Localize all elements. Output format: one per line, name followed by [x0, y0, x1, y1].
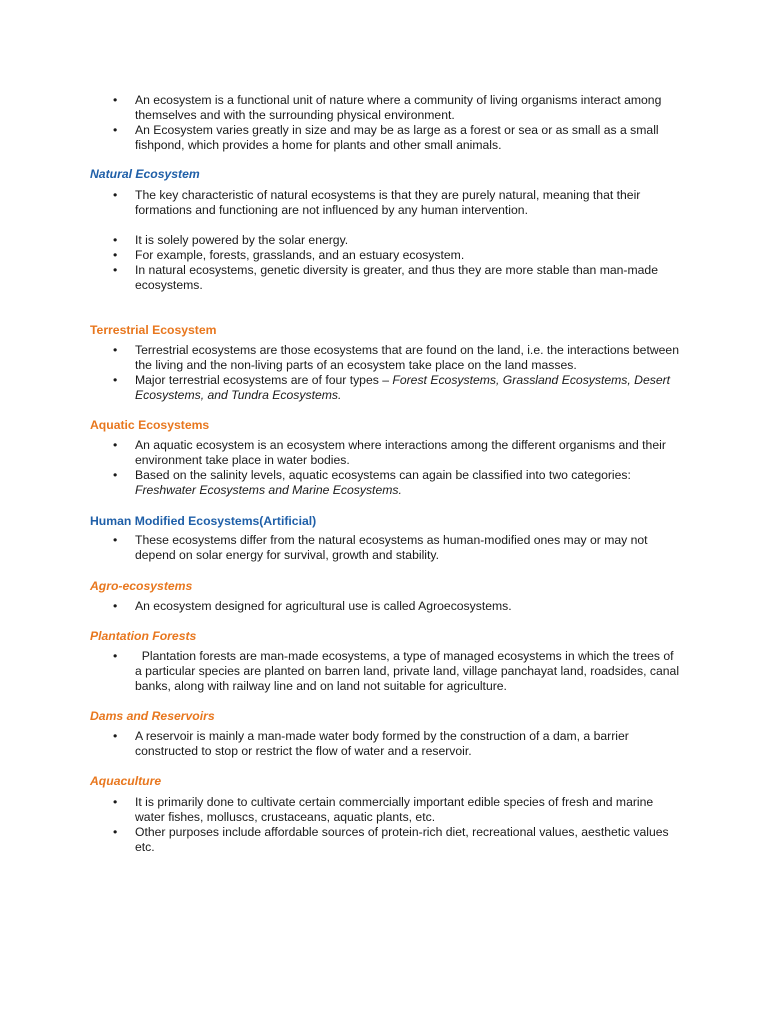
bullet: •: [113, 795, 118, 809]
list-item: • Terrestrial ecosystems are those ecosystems that are found on the land, i.e. the interactions between the living and the non-living parts of an ecosystem take place on the land masses.: [113, 343, 679, 372]
bullet: •: [113, 188, 118, 202]
list-item: • An ecosystem is a functional unit of nature where a community of living organisms interact among themselves and with the surrounding physical environment.: [113, 93, 662, 122]
bullet: •: [113, 343, 118, 357]
list-item: • Other purposes include affordable sources of protein-rich diet, recreational values, aesthetic values etc.: [113, 825, 669, 854]
list-item: • For example, forests, grasslands, and an estuary ecosystem.: [113, 248, 465, 262]
list-item: • An ecosystem designed for agricultural use is called Agroecosystems.: [113, 599, 512, 613]
heading-terrestrial-ecosystem: Terrestrial Ecosystem: [90, 323, 217, 337]
bullet: •: [113, 248, 118, 262]
natural-list: [113, 188, 683, 293]
heading-dams-and-reservoirs: Dams and Reservoirs: [90, 709, 215, 723]
list-item: • Based on the salinity levels, aquatic ecosystems can again be classified into two categories: Freshwater Ecosystems and Marine Ecosystems.: [113, 468, 631, 497]
plantation-list: [113, 649, 683, 694]
human-list: [113, 533, 683, 563]
bullet: •: [113, 373, 118, 387]
intro-list: [113, 93, 683, 153]
bullet: •: [113, 123, 118, 137]
list-item: • In natural ecosystems, genetic diversity is greater, and thus they are more stable than man-made ecosystems.: [113, 263, 658, 292]
bullet: •: [113, 93, 118, 107]
bullet: •: [113, 233, 118, 247]
bullet: •: [113, 533, 118, 547]
list-item: • The key characteristic of natural ecosystems is that they are purely natural, meaning that their formations and functioning are not influenced by any human intervention.: [113, 188, 641, 217]
terrestrial-list: [113, 343, 683, 403]
list-item: • Major terrestrial ecosystems are of four types – Forest Ecosystems, Grassland Ecosystems, Desert Ecosystems, and Tundra Ecosystems.: [113, 373, 671, 402]
bullet: •: [113, 729, 118, 743]
heading-aquatic-ecosystems: Aquatic Ecosystems: [90, 418, 210, 432]
bullet: •: [113, 468, 118, 482]
spacer: [113, 218, 683, 233]
list-item: • An Ecosystem varies greatly in size and may be as large as a forest or sea or as small as a small fishpond, which provides a home for plants and other small animals.: [113, 123, 659, 152]
bullet: •: [113, 263, 118, 277]
heading-natural-ecosystem: Natural Ecosystem: [90, 167, 200, 181]
list-item: • An aquatic ecosystem is an ecosystem where interactions among the different organisms and their environment take place in water bodies.: [113, 438, 666, 467]
bullet: •: [113, 825, 118, 839]
list-item: • These ecosystems differ from the natural ecosystems as human-modified ones may or may not depend on solar energy for survival, growth and stability.: [113, 533, 648, 562]
agro-list: [113, 599, 683, 614]
dams-list: [113, 729, 683, 759]
heading-aquaculture: Aquaculture: [90, 774, 162, 788]
list-item: • It is primarily done to cultivate certain commercially important edible species of fresh and marine water fishes, molluscs, crustaceans, aquatic plants, etc.: [113, 795, 654, 824]
heading-agro-ecosystems: Agro-ecosystems: [90, 579, 193, 593]
aquatic-list: [113, 438, 683, 498]
bullet: •: [113, 438, 118, 452]
list-item: • It is solely powered by the solar energy.: [113, 233, 349, 247]
heading-human-modified-ecosystems: Human Modified Ecosystems(Artificial): [90, 514, 317, 528]
aquaculture-list: [113, 795, 683, 855]
heading-plantation-forests: Plantation Forests: [90, 629, 197, 643]
list-item: • Plantation forests are man-made ecosystems, a type of managed ecosystems in which the trees of a particular species are planted on barren land, private land, village panchayat land, roadsides, canal banks, along with railway line and on land not suitable for agriculture.: [113, 649, 680, 693]
list-item: • A reservoir is mainly a man-made water body formed by the construction of a dam, a barrier constructed to stop or restrict the flow of water and a reservoir.: [113, 729, 629, 758]
bullet: •: [113, 599, 118, 613]
bullet: •: [113, 649, 118, 663]
